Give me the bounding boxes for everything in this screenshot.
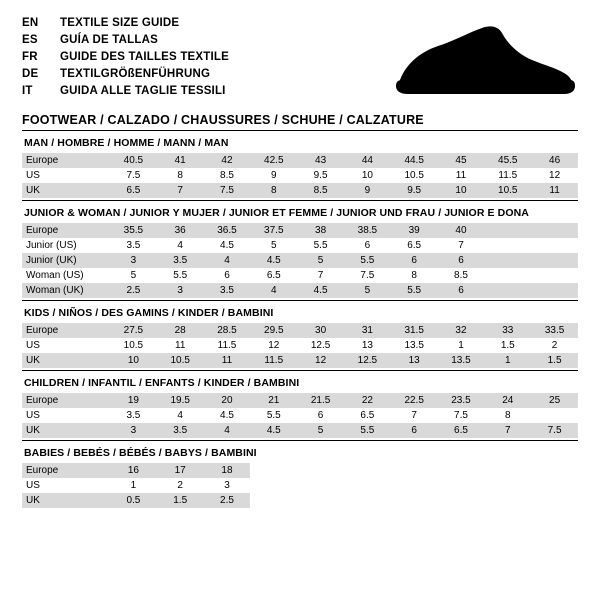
table-row [22, 478, 578, 493]
cell: 11 [531, 183, 578, 198]
section-title: BABIES / BEBÉS / BÉBÉS / BABYS / BAMBINI [22, 440, 578, 463]
language-code: IT [22, 85, 33, 97]
section-babies [22, 440, 578, 508]
row-label: UK [22, 183, 110, 198]
cell: 20 [204, 393, 251, 408]
cell: 6 [438, 283, 485, 298]
cell: 11.5 [484, 168, 531, 183]
cell: 27.5 [110, 323, 157, 338]
row-label: Junior (UK) [22, 253, 110, 268]
row-label: UK [22, 423, 110, 438]
cell: 10 [438, 183, 485, 198]
cell: 11 [204, 353, 251, 368]
language-row [22, 84, 229, 101]
row-label: US [22, 408, 110, 423]
cell: 8 [391, 268, 438, 283]
cell: 19 [110, 393, 157, 408]
cell: 4 [157, 238, 204, 253]
cell: 3 [110, 253, 157, 268]
cell [250, 463, 297, 478]
language-row [22, 67, 229, 84]
cell: 5 [297, 423, 344, 438]
cell: 6 [297, 408, 344, 423]
cell [531, 463, 578, 478]
language-row [22, 50, 229, 67]
cell: 21 [250, 393, 297, 408]
row-label: US [22, 338, 110, 353]
section-man [22, 130, 578, 198]
cell: 21.5 [297, 393, 344, 408]
cell: 32 [438, 323, 485, 338]
cell: 9.5 [391, 183, 438, 198]
cell: 12 [297, 353, 344, 368]
cell: 45.5 [484, 153, 531, 168]
cell [531, 253, 578, 268]
cell [438, 493, 485, 508]
cell: 16 [110, 463, 157, 478]
cell: 1 [110, 478, 157, 493]
cell: 10 [110, 353, 157, 368]
cell: 44 [344, 153, 391, 168]
cell: 2.5 [204, 493, 251, 508]
cell: 5.5 [344, 423, 391, 438]
cell: 5.5 [391, 283, 438, 298]
table-row [22, 463, 578, 478]
cell: 12.5 [297, 338, 344, 353]
cell: 7.5 [438, 408, 485, 423]
cell: 3 [157, 283, 204, 298]
cell: 3 [110, 423, 157, 438]
cell: 10 [344, 168, 391, 183]
cell: 33.5 [531, 323, 578, 338]
cell [438, 463, 485, 478]
cell: 13.5 [391, 338, 438, 353]
section-title: KIDS / NIÑOS / DES GAMINS / KINDER / BAMBINI [22, 300, 578, 323]
language-code: ES [22, 34, 38, 46]
cell: 4.5 [297, 283, 344, 298]
cell: 8 [484, 408, 531, 423]
section-children [22, 370, 578, 438]
cell: 3.5 [110, 238, 157, 253]
cell: 13 [344, 338, 391, 353]
cell: 1.5 [157, 493, 204, 508]
cell: 6 [391, 253, 438, 268]
cell: 7.5 [344, 268, 391, 283]
cell [531, 238, 578, 253]
cell: 46 [531, 153, 578, 168]
cell: 6.5 [344, 408, 391, 423]
table-row [22, 223, 578, 238]
language-code: FR [22, 51, 38, 63]
cell: 5 [297, 253, 344, 268]
cell [344, 493, 391, 508]
size-sections [22, 130, 578, 508]
cell: 2.5 [110, 283, 157, 298]
cell: 42 [204, 153, 251, 168]
cell: 4 [157, 408, 204, 423]
cell: 29.5 [250, 323, 297, 338]
cell: 12.5 [344, 353, 391, 368]
cell: 10.5 [110, 338, 157, 353]
cell: 31.5 [391, 323, 438, 338]
cell [344, 478, 391, 493]
cell [531, 223, 578, 238]
cell: 9.5 [297, 168, 344, 183]
cell [484, 238, 531, 253]
cell: 6 [438, 253, 485, 268]
cell [484, 268, 531, 283]
section-title: CHILDREN / INFANTIL / ENFANTS / KINDER / BAMBINI [22, 370, 578, 393]
language-title: GUIDA ALLE TAGLIE TESSILI [60, 85, 226, 97]
cell: 7 [391, 408, 438, 423]
cell [250, 478, 297, 493]
cell: 7 [484, 423, 531, 438]
cell: 7 [438, 238, 485, 253]
cell [391, 478, 438, 493]
cell: 36.5 [204, 223, 251, 238]
row-label: Woman (UK) [22, 283, 110, 298]
cell: 35.5 [110, 223, 157, 238]
cell: 28.5 [204, 323, 251, 338]
section-kids [22, 300, 578, 368]
cell: 4 [204, 253, 251, 268]
cell: 9 [344, 183, 391, 198]
cell [531, 408, 578, 423]
cell: 6.5 [250, 268, 297, 283]
size-table-babies [22, 463, 578, 508]
cell [297, 463, 344, 478]
cell: 3.5 [204, 283, 251, 298]
cell [531, 283, 578, 298]
table-row [22, 283, 578, 298]
table-row [22, 153, 578, 168]
size-table-man [22, 153, 578, 198]
language-code: EN [22, 17, 39, 29]
cell: 9 [250, 168, 297, 183]
table-row [22, 168, 578, 183]
cell: 13 [391, 353, 438, 368]
cell: 5.5 [297, 238, 344, 253]
cell: 1.5 [531, 353, 578, 368]
cell: 6 [391, 423, 438, 438]
cell [531, 493, 578, 508]
row-label: UK [22, 493, 110, 508]
cell: 37.5 [250, 223, 297, 238]
cell: 11 [438, 168, 485, 183]
cell: 13.5 [438, 353, 485, 368]
cell: 5.5 [157, 268, 204, 283]
row-label: Junior (US) [22, 238, 110, 253]
cell: 22 [344, 393, 391, 408]
size-table-junior-woman [22, 223, 578, 298]
row-label: Europe [22, 463, 110, 478]
cell: 5 [110, 268, 157, 283]
cell: 25 [531, 393, 578, 408]
cell: 3.5 [110, 408, 157, 423]
cell: 17 [157, 463, 204, 478]
cell: 19.5 [157, 393, 204, 408]
document-header [22, 16, 578, 127]
dress-shoe-icon [386, 24, 576, 108]
cell [438, 478, 485, 493]
cell: 4.5 [250, 253, 297, 268]
cell: 12 [250, 338, 297, 353]
cell [484, 463, 531, 478]
table-row [22, 183, 578, 198]
cell: 18 [204, 463, 251, 478]
row-label: Woman (US) [22, 268, 110, 283]
table-row [22, 253, 578, 268]
cell: 39 [391, 223, 438, 238]
cell: 3.5 [157, 423, 204, 438]
language-title: GUÍA DE TALLAS [60, 34, 158, 46]
table-row [22, 393, 578, 408]
language-code: DE [22, 68, 39, 80]
table-row [22, 423, 578, 438]
row-label: Europe [22, 393, 110, 408]
cell: 5 [250, 238, 297, 253]
cell: 42.5 [250, 153, 297, 168]
cell [391, 463, 438, 478]
category-line: FOOTWEAR / CALZADO / CHAUSSURES / SCHUHE / CALZATURE [22, 113, 424, 127]
size-table-kids [22, 323, 578, 368]
table-row [22, 338, 578, 353]
cell: 2 [531, 338, 578, 353]
cell: 0.5 [110, 493, 157, 508]
cell [484, 223, 531, 238]
cell: 4 [204, 423, 251, 438]
cell [531, 478, 578, 493]
cell [531, 268, 578, 283]
table-row [22, 353, 578, 368]
table-row [22, 493, 578, 508]
cell: 7 [297, 268, 344, 283]
cell: 6.5 [110, 183, 157, 198]
cell [250, 493, 297, 508]
language-row [22, 33, 229, 50]
cell: 10.5 [391, 168, 438, 183]
cell: 1 [484, 353, 531, 368]
cell [297, 478, 344, 493]
cell: 4.5 [204, 408, 251, 423]
cell: 36 [157, 223, 204, 238]
cell: 4 [250, 283, 297, 298]
row-label: Europe [22, 323, 110, 338]
cell [391, 493, 438, 508]
cell: 30 [297, 323, 344, 338]
table-row [22, 408, 578, 423]
cell: 10.5 [157, 353, 204, 368]
cell: 11 [157, 338, 204, 353]
cell: 4.5 [250, 423, 297, 438]
cell: 44.5 [391, 153, 438, 168]
cell: 1.5 [484, 338, 531, 353]
language-row [22, 16, 229, 33]
cell: 7.5 [204, 183, 251, 198]
cell: 8.5 [297, 183, 344, 198]
cell [484, 493, 531, 508]
cell: 7.5 [531, 423, 578, 438]
cell: 2 [157, 478, 204, 493]
language-title: TEXTILE SIZE GUIDE [60, 17, 180, 29]
cell: 12 [531, 168, 578, 183]
section-title: MAN / HOMBRE / HOMME / MANN / MAN [22, 130, 578, 153]
cell: 28 [157, 323, 204, 338]
table-row [22, 238, 578, 253]
cell [484, 253, 531, 268]
cell: 5 [344, 283, 391, 298]
cell: 6.5 [438, 423, 485, 438]
cell: 8.5 [204, 168, 251, 183]
cell: 23.5 [438, 393, 485, 408]
table-row [22, 268, 578, 283]
size-table-children [22, 393, 578, 438]
language-title-table [22, 16, 229, 101]
cell: 38.5 [344, 223, 391, 238]
cell: 7.5 [110, 168, 157, 183]
cell [297, 493, 344, 508]
row-label: UK [22, 353, 110, 368]
cell: 24 [484, 393, 531, 408]
table-row [22, 323, 578, 338]
cell [344, 463, 391, 478]
cell: 6 [204, 268, 251, 283]
cell: 6.5 [391, 238, 438, 253]
cell: 7 [157, 183, 204, 198]
cell: 6 [344, 238, 391, 253]
cell: 45 [438, 153, 485, 168]
language-title: GUIDE DES TAILLES TEXTILE [60, 51, 229, 63]
row-label: Europe [22, 153, 110, 168]
cell: 3 [204, 478, 251, 493]
cell: 8.5 [438, 268, 485, 283]
cell [484, 283, 531, 298]
cell: 5.5 [344, 253, 391, 268]
cell: 1 [438, 338, 485, 353]
row-label: Europe [22, 223, 110, 238]
cell: 5.5 [250, 408, 297, 423]
cell: 43 [297, 153, 344, 168]
section-title: JUNIOR & WOMAN / JUNIOR Y MUJER / JUNIOR ET FEMME / JUNIOR UND FRAU / JUNIOR E DONA [22, 200, 578, 223]
cell: 3.5 [157, 253, 204, 268]
cell: 31 [344, 323, 391, 338]
cell: 8 [250, 183, 297, 198]
cell: 11.5 [204, 338, 251, 353]
language-title: TEXTILGRÖßENFÜHRUNG [60, 68, 211, 80]
cell: 4.5 [204, 238, 251, 253]
cell: 40.5 [110, 153, 157, 168]
cell [484, 478, 531, 493]
cell: 41 [157, 153, 204, 168]
row-label: US [22, 478, 110, 493]
cell: 8 [157, 168, 204, 183]
cell: 10.5 [484, 183, 531, 198]
cell: 40 [438, 223, 485, 238]
cell: 38 [297, 223, 344, 238]
cell: 11.5 [250, 353, 297, 368]
section-junior-woman [22, 200, 578, 298]
row-label: US [22, 168, 110, 183]
cell: 33 [484, 323, 531, 338]
cell: 22.5 [391, 393, 438, 408]
